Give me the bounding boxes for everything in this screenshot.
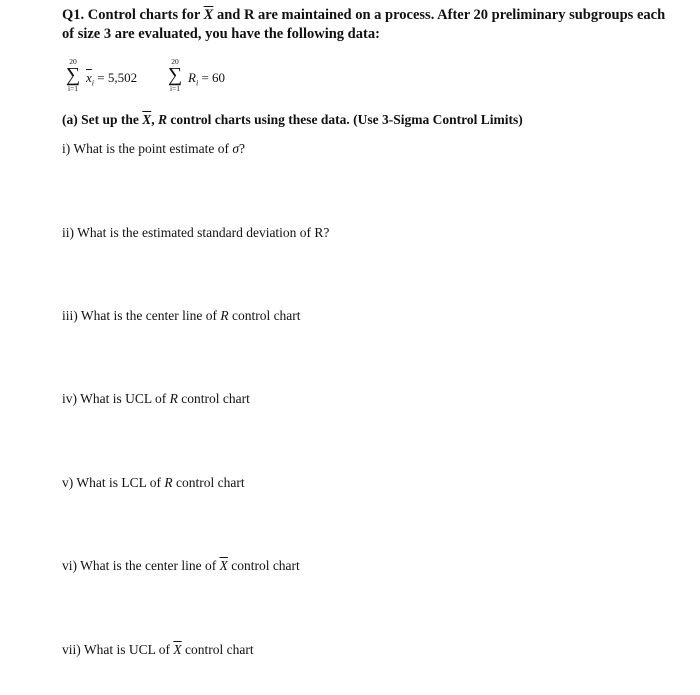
xbar-symbol: $\overline{X}$ <box>203 7 214 23</box>
r-symbol: R <box>169 391 178 406</box>
part-a-pre: (a) Set up the <box>62 112 143 127</box>
sum2-term: R <box>188 70 196 85</box>
sum2-expression <box>188 70 225 88</box>
question-line1-post: and R are maintained on a process. After 20 preliminary subgroups each <box>213 7 666 23</box>
item-text: ii) What is the estimated standard deviation of R? <box>62 225 330 240</box>
r-symbol: R <box>220 308 229 323</box>
sigma-symbol: ∑ <box>167 64 183 86</box>
question-item <box>62 391 250 407</box>
item-text-end: control chart <box>177 391 250 406</box>
item-text: iv) What is UCL of <box>62 391 170 406</box>
question-item <box>62 141 245 157</box>
sum1-value: = 5,502 <box>97 70 138 85</box>
question-line1-pre: Q1. Control charts for <box>62 7 204 23</box>
item-text: vii) What is UCL of <box>62 642 174 657</box>
sum1-expression <box>86 70 137 88</box>
question-item <box>62 642 254 658</box>
xbar-symbol: $\overline{X}$ <box>142 112 152 127</box>
r-symbol: R <box>164 475 173 490</box>
item-text: vi) What is the center line of <box>62 558 220 573</box>
part-a-heading <box>62 112 682 128</box>
sum1-term: $\overline{x}$ <box>86 70 92 85</box>
question-item <box>62 475 245 491</box>
xbar-symbol: $\overline{X}$ <box>219 558 228 573</box>
part-a-sep: , <box>151 112 159 127</box>
item-text: v) What is LCL of <box>62 475 165 490</box>
sigma-symbol: σ <box>232 141 240 156</box>
item-text-end: control chart <box>172 475 245 490</box>
sum2-value: = 60 <box>201 70 226 85</box>
sum1-upper-limit: 20 <box>69 57 77 66</box>
question-title <box>62 6 682 44</box>
sum2-lower-limit: i=1 <box>169 84 181 93</box>
item-text-end: control chart <box>228 308 301 323</box>
xbar-symbol: $\overline{X}$ <box>173 642 182 657</box>
sum2-subscript: i <box>195 78 199 88</box>
question-item <box>62 558 300 574</box>
sum2-upper-limit: 20 <box>171 57 179 66</box>
question-item <box>62 308 301 324</box>
question-line2: of size 3 are evaluated, you have the following data: <box>62 26 380 42</box>
r-symbol: R <box>158 112 168 127</box>
sum1-lower-limit: i=1 <box>67 84 79 93</box>
item-text-end: ? <box>239 141 246 156</box>
item-text: i) What is the point estimate of <box>62 141 233 156</box>
item-text: iii) What is the center line of <box>62 308 221 323</box>
summation-2 <box>166 58 184 93</box>
summation-1 <box>64 58 82 93</box>
part-a-post: control charts using these data. (Use 3-Sigma Control Limits) <box>167 112 523 127</box>
question-item <box>62 225 329 241</box>
item-text-end: control chart <box>227 558 300 573</box>
item-text-end: control chart <box>181 642 254 657</box>
summation-data <box>62 58 362 102</box>
sigma-symbol: ∑ <box>65 64 81 86</box>
sum1-subscript: i <box>91 78 95 88</box>
